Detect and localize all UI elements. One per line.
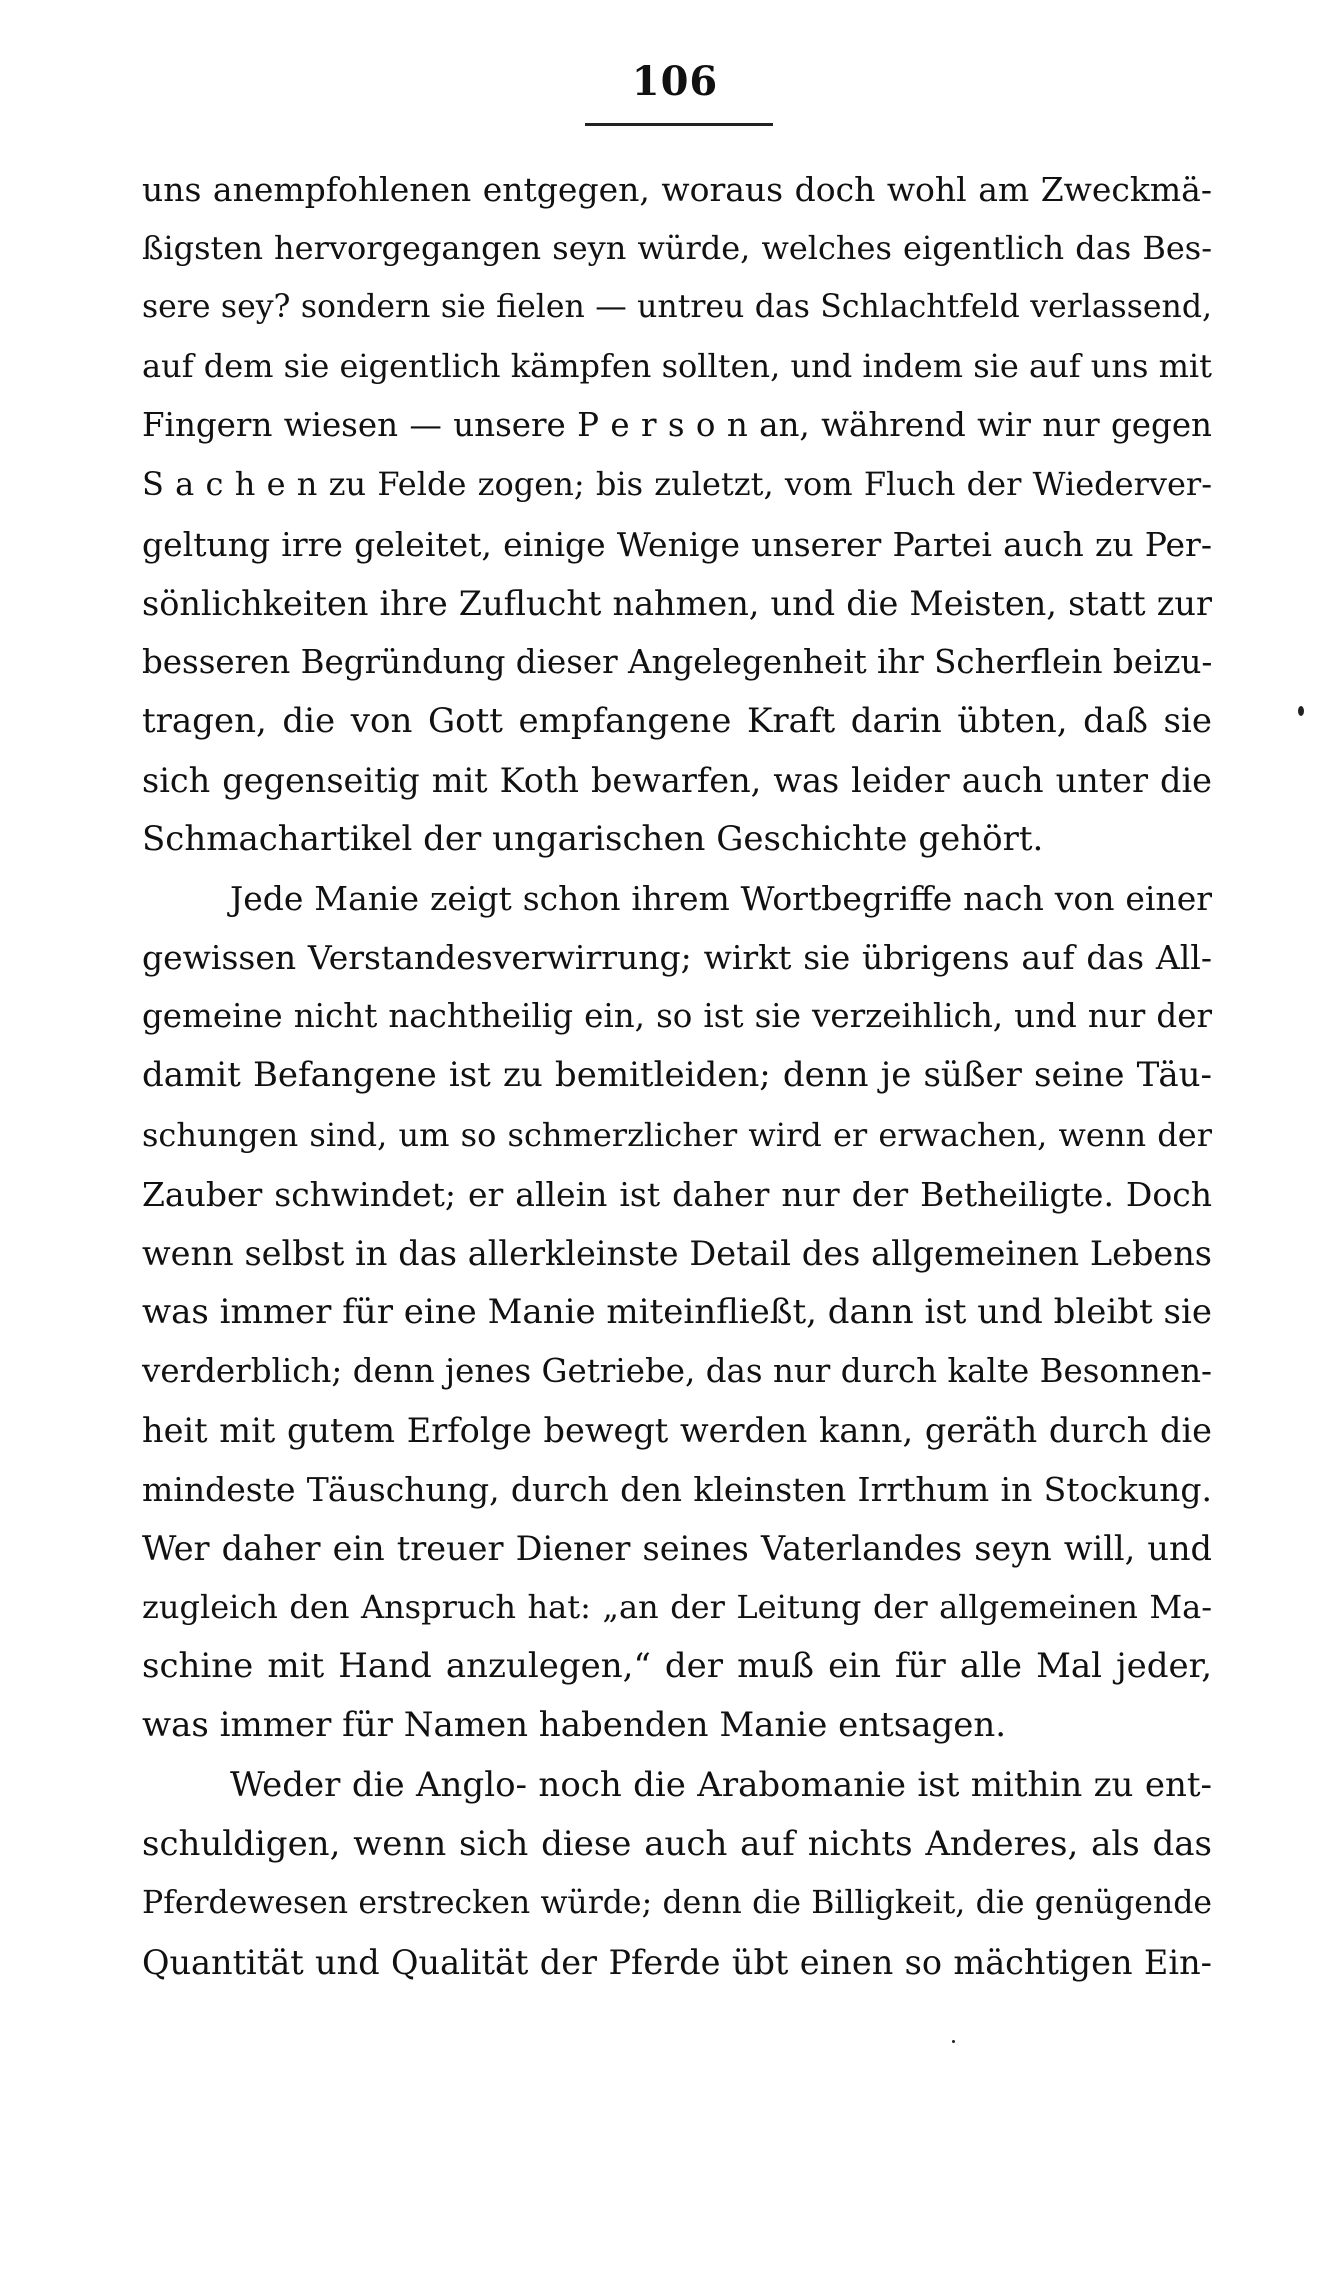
text-line: ßigsten hervorgegangen seyn würde, welches eigentlich das Bes- (142, 229, 1212, 268)
text-line: gemeine nicht nachtheilig ein, so ist sie verzeihlich, und nur der (142, 997, 1212, 1036)
text-line: schuldigen, wenn sich diese auch auf nichts Anderes, als das (142, 1823, 1212, 1864)
page-number: 106 (631, 58, 719, 105)
text-line: wenn selbst in das allerkleinste Detail des allgemeinen Lebens (142, 1233, 1212, 1273)
text-line: Zauber schwindet; er allein ist daher nur der Betheiligte. Doch (142, 1174, 1212, 1214)
text-line: sere sey? sondern sie fielen — untreu das Schlachtfeld verlassend, (142, 289, 1212, 326)
text-line: sönlichkeiten ihre Zuflucht nahmen, und die Meisten, statt zur (142, 583, 1212, 623)
text-line: Schmachartikel der ungarischen Geschichte gehört. (142, 819, 1044, 860)
ink-speck (952, 2040, 955, 2043)
text-line: tragen, die von Gott empfangene Kraft darin übten, daß sie (142, 700, 1212, 741)
text-line: verderblich; denn jenes Getriebe, das nur durch kalte Besonnen- (142, 1351, 1212, 1390)
text-line: auf dem sie eigentlich kämpfen sollten, und indem sie auf uns mit (142, 347, 1212, 386)
text-line: geltung irre geleitet, einige Wenige unserer Partei auch zu Per- (142, 524, 1212, 564)
header-rule (585, 123, 773, 126)
text-line: Wer daher ein treuer Diener seines Vaterlandes seyn will, und (142, 1529, 1212, 1569)
text-line: Jede Manie zeigt schon ihrem Wortbegriffe nach von einer (230, 879, 1212, 919)
text-line: zugleich den Anspruch hat: „an der Leitung der allgemeinen Ma- (142, 1588, 1212, 1627)
text-line: damit Befangene ist zu bemitleiden; denn je süßer seine Täu- (142, 1055, 1212, 1096)
text-line: schungen sind, um so schmerzlicher wird er erwachen, wenn der (142, 1115, 1212, 1154)
text-line: sich gegenseitig mit Koth bewarfen, was leider auch unter die (142, 760, 1212, 800)
text-line: besseren Begründung dieser Angelegenheit ihr Scherflein beizu- (142, 642, 1212, 681)
text-line: was immer für Namen habenden Manie entsagen. (142, 1705, 1007, 1746)
text-line: Pferdewesen erstrecken würde; denn die Billigkeit, die genügende (142, 1884, 1212, 1921)
text-line: mindeste Täuschung, durch den kleinsten Irrthum in Stockung. (142, 1470, 1212, 1510)
text-line: Weder die Anglo- noch die Arabomanie ist mithin zu ent- (230, 1764, 1212, 1805)
text-line: S a c h e n zu Felde zogen; bis zuletzt, vom Fluch der Wiederver- (142, 465, 1212, 504)
text-line: gewissen Verstandesverwirrung; wirkt sie übrigens auf das All- (142, 938, 1212, 978)
text-line: schine mit Hand anzulegen,“ der muß ein für alle Mal jeder, (142, 1646, 1212, 1687)
body-text (142, 160, 1212, 1992)
text-line: uns anempfohlenen entgegen, woraus doch wohl am Zweckmä- (142, 170, 1212, 209)
text-line: heit mit gutem Erfolge bewegt werden kann, geräth durch die (142, 1410, 1212, 1450)
text-line: Fingern wiesen — unsere P e r s o n an, während wir nur gegen (142, 406, 1212, 445)
ink-speck (1298, 706, 1304, 716)
text-line: was immer für eine Manie miteinfließt, dann ist und bleibt sie (142, 1291, 1212, 1332)
text-line: Quantität und Qualität der Pferde übt einen so mächtigen Ein- (142, 1942, 1212, 1982)
